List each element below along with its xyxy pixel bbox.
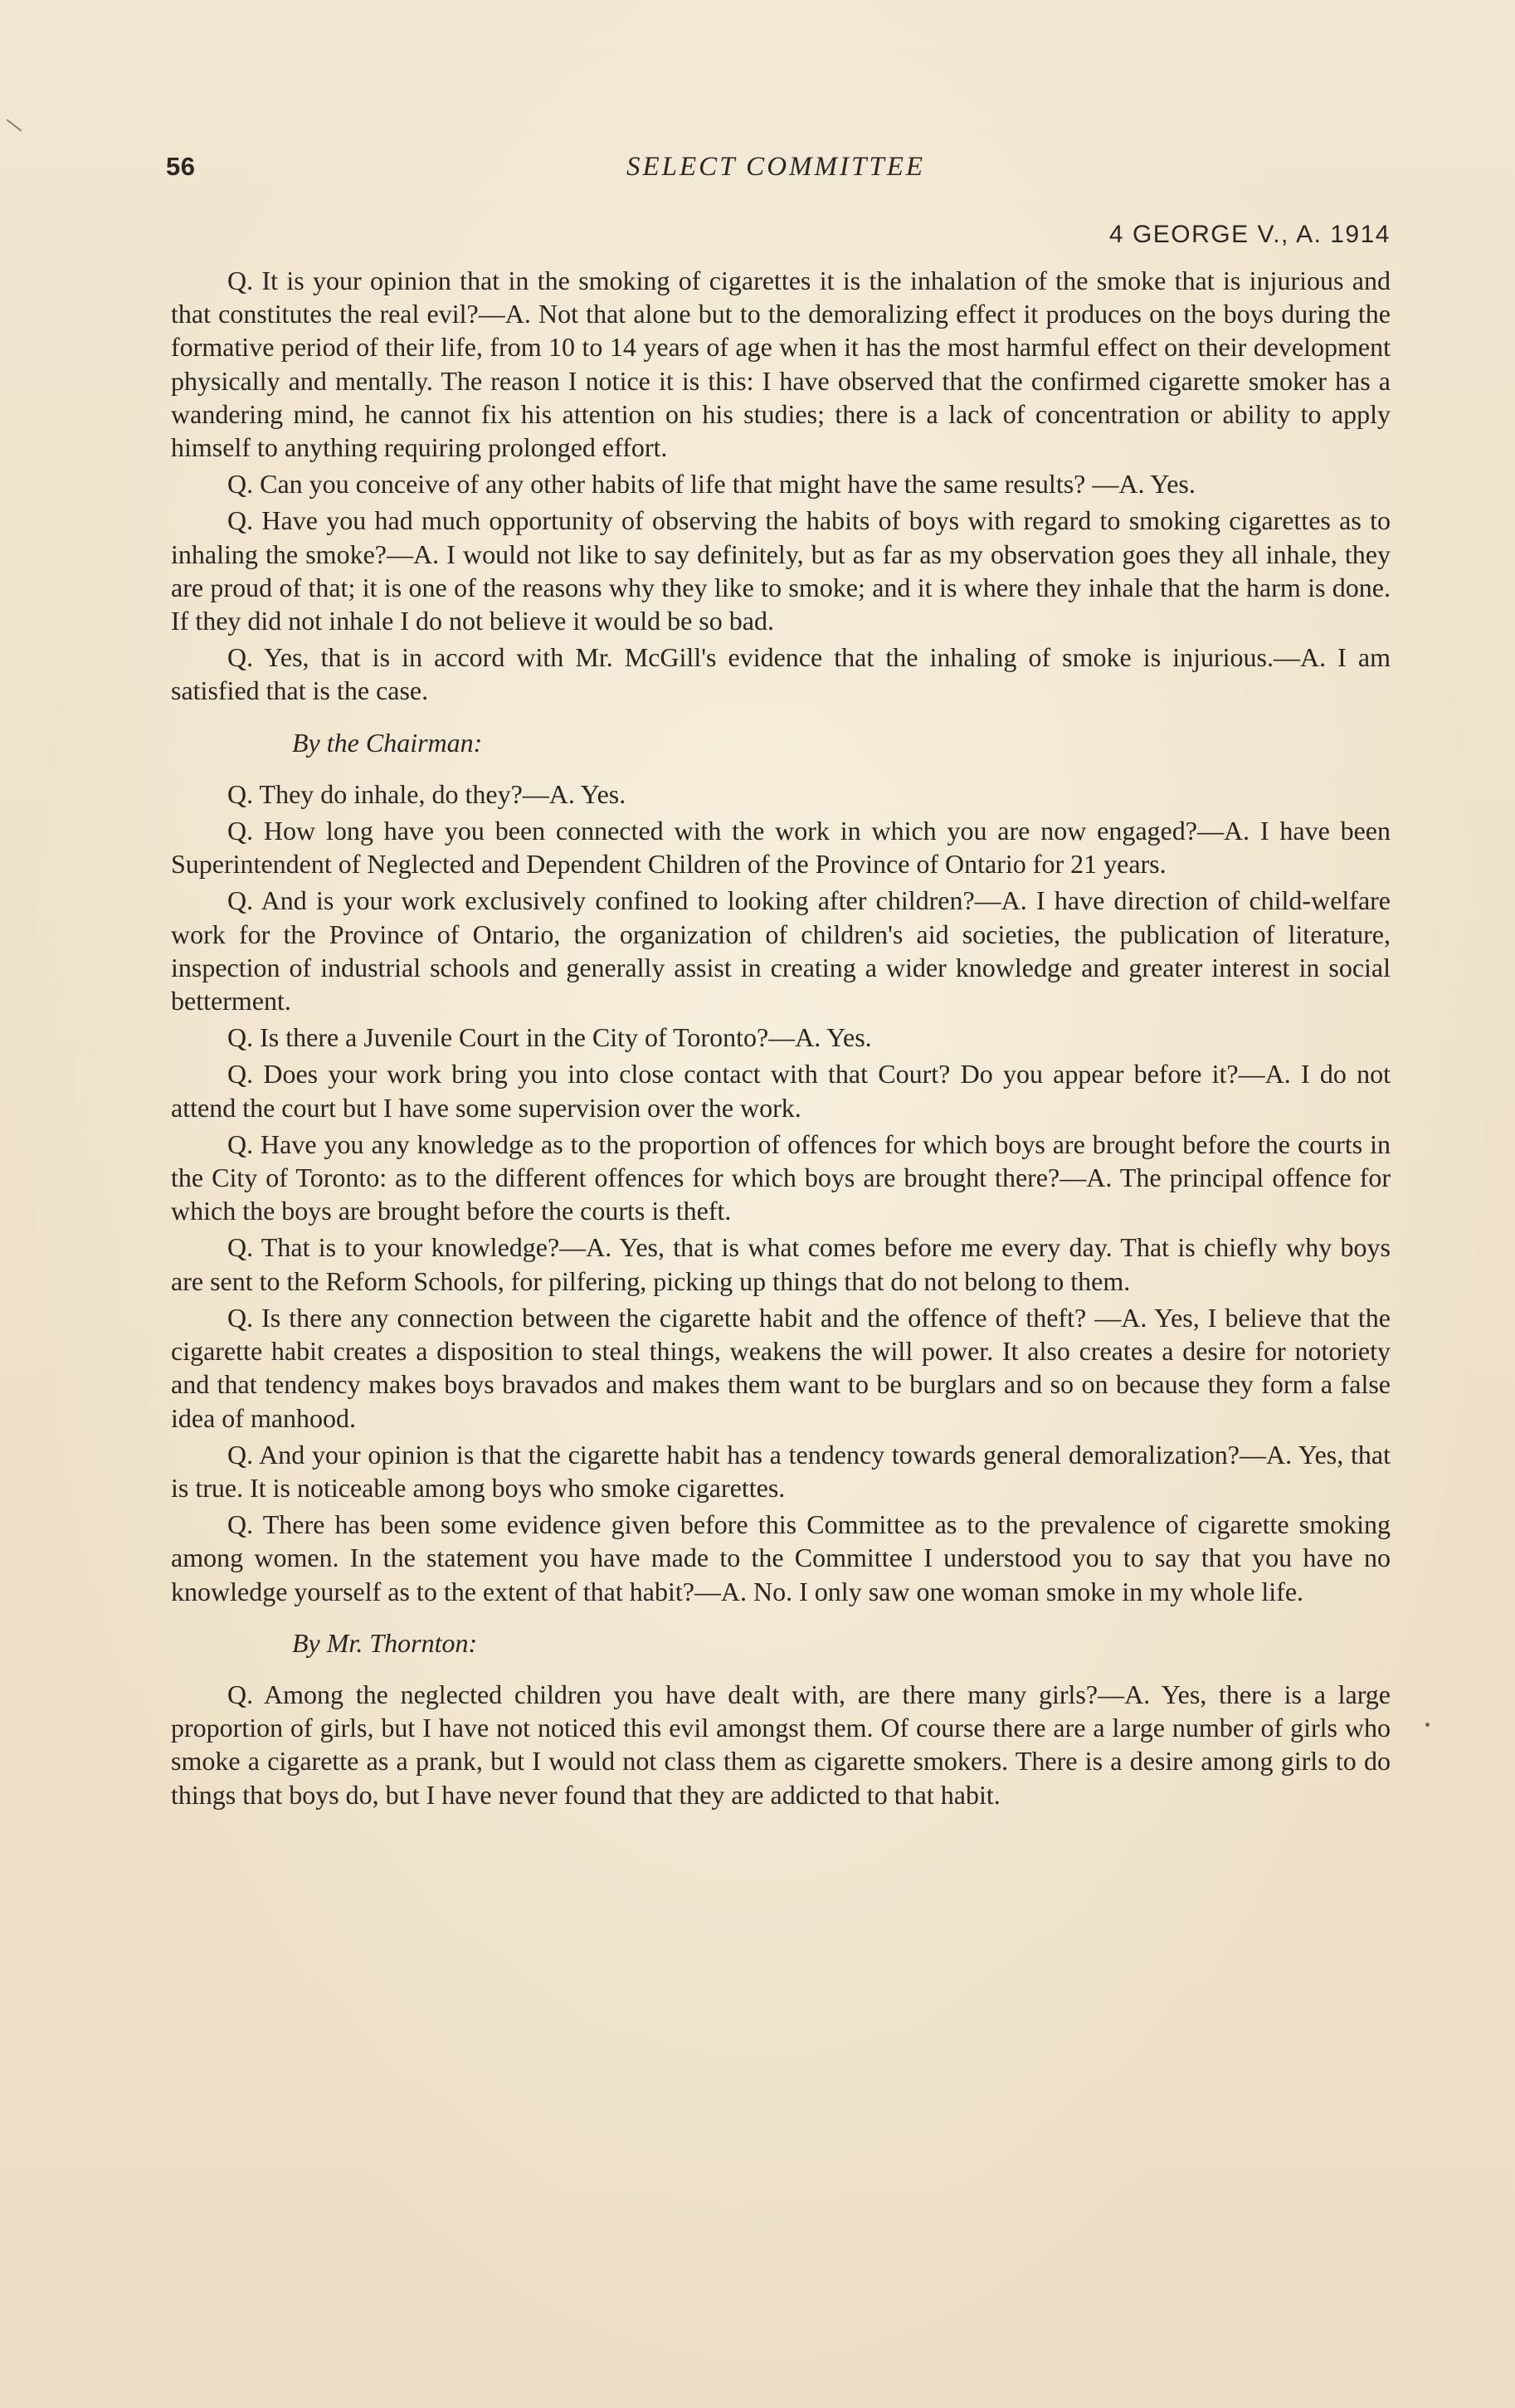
- session-line: 4 GEORGE V., A. 1914: [1108, 221, 1391, 248]
- running-head: SELECT COMMITTEE: [626, 152, 926, 182]
- body-text: [171, 264, 1391, 1813]
- paragraph: Q. Does your work bring you into close contact with that Court? Do you appear before it?—A. I do not attend the court but I have some supervision over the work.: [171, 1059, 1391, 1123]
- paragraph: Q. Can you conceive of any other habits of life that might have the same results? —A. Yes.: [227, 469, 1196, 500]
- paragraph: Q. There has been some evidence given before this Committee as to the prevalence of cigarette smoking among women. In the statement you have made to the Committee I understood you to say that you have no knowledge yourself as to the extent of that habit?—A. No. I only saw one woman smoke in my whole life.: [171, 1509, 1391, 1606]
- paragraph: Q. Among the neglected children you have dealt with, are there many girls?—A. Yes, there is a large proportion of girls, but I have not noticed this evil amongst them. Of course there are a large number of girls who smoke a cigarette as a prank, but I would not class them as cigarette smokers. There is a desire among girls to do things that boys do, but I have never found that they are addicted to that habit.: [171, 1679, 1391, 1810]
- paragraph: Q. Have you had much opportunity of observing the habits of boys with regard to smoking cigarettes as to inhaling the smoke?—A. I would not like to say definitely, but as far as my observation goes they all inhale, they are proud of that; it is one of the reasons why they like to smoke; and it is where they inhale that the harm is done. If they did not inhale I do not believe it would be so bad.: [171, 505, 1391, 636]
- paragraph: Q. Have you any knowledge as to the proportion of offences for which boys are brought before the courts in the City of Toronto: as to the different offences for which boys are brought there?—A. The principal offence for which the boys are brought before the courts is theft.: [171, 1128, 1391, 1226]
- paragraph: Q. It is your opinion that in the smoking of cigarettes it is the inhalation of the smoke that is injurious and that constitutes the real evil?—A. Not that alone but to the demoralizing effect it produces on the boys during the formative period of their life, from 10 to 14 years of age when it has the most harmful effect on their development physically and mentally. The reason I notice it is this: I have observed that the confirmed cigarette smoker has a wandering mind, he cannot fix his attention on his studies; there is a lack of concentration or ability to apply himself to anything requiring prolonged effort.: [171, 266, 1391, 463]
- paragraph: Q. Is there a Juvenile Court in the City of Toronto?—A. Yes.: [227, 1022, 872, 1053]
- speaker-heading: By the Chairman:: [292, 727, 483, 758]
- paragraph: Q. That is to your knowledge?—A. Yes, that is what comes before me every day. That is chiefly why boys are sent to the Reform Schools, for pilfering, picking up things that do not belong to them.: [171, 1232, 1391, 1296]
- paragraph: Q. How long have you been connected with the work in which you are now engaged?—A. I have been Superintendent of Neglected and Dependent Children of the Province of Ontario for 21 years.: [171, 816, 1391, 880]
- paragraph: Q. They do inhale, do they?—A. Yes.: [227, 778, 626, 809]
- paragraph: Q. And your opinion is that the cigarette habit has a tendency towards general demoralization?—A. Yes, that is true. It is noticeable among boys who smoke cigarettes.: [171, 1439, 1391, 1503]
- margin-mark: [7, 119, 22, 131]
- page-number: 56: [166, 152, 196, 181]
- paragraph: Q. Is there any connection between the cigarette habit and the offence of theft? —A. Yes, I believe that the cigarette habit creates a disposition to steal things, weakens the will power. It also creates a desire for notoriety and that tendency makes boys bravados and makes them want to be burglars and so on because they form a false idea of manhood.: [171, 1302, 1391, 1433]
- paragraph: Q. And is your work exclusively confined to looking after children?—A. I have direction of child-welfare work for the Province of Ontario, the organization of children's aid societies, the publication of literature, inspection of industrial schools and generally assist in creating a wider knowledge and greater interest in social betterment.: [171, 885, 1391, 1016]
- ink-speck: [1425, 1723, 1430, 1727]
- paragraph: Q. Yes, that is in accord with Mr. McGill's evidence that the inhaling of smoke is injurious.—A. I am satisfied that is the case.: [171, 642, 1391, 706]
- page-header: [166, 152, 1394, 193]
- speaker-heading: By Mr. Thornton:: [292, 1627, 478, 1658]
